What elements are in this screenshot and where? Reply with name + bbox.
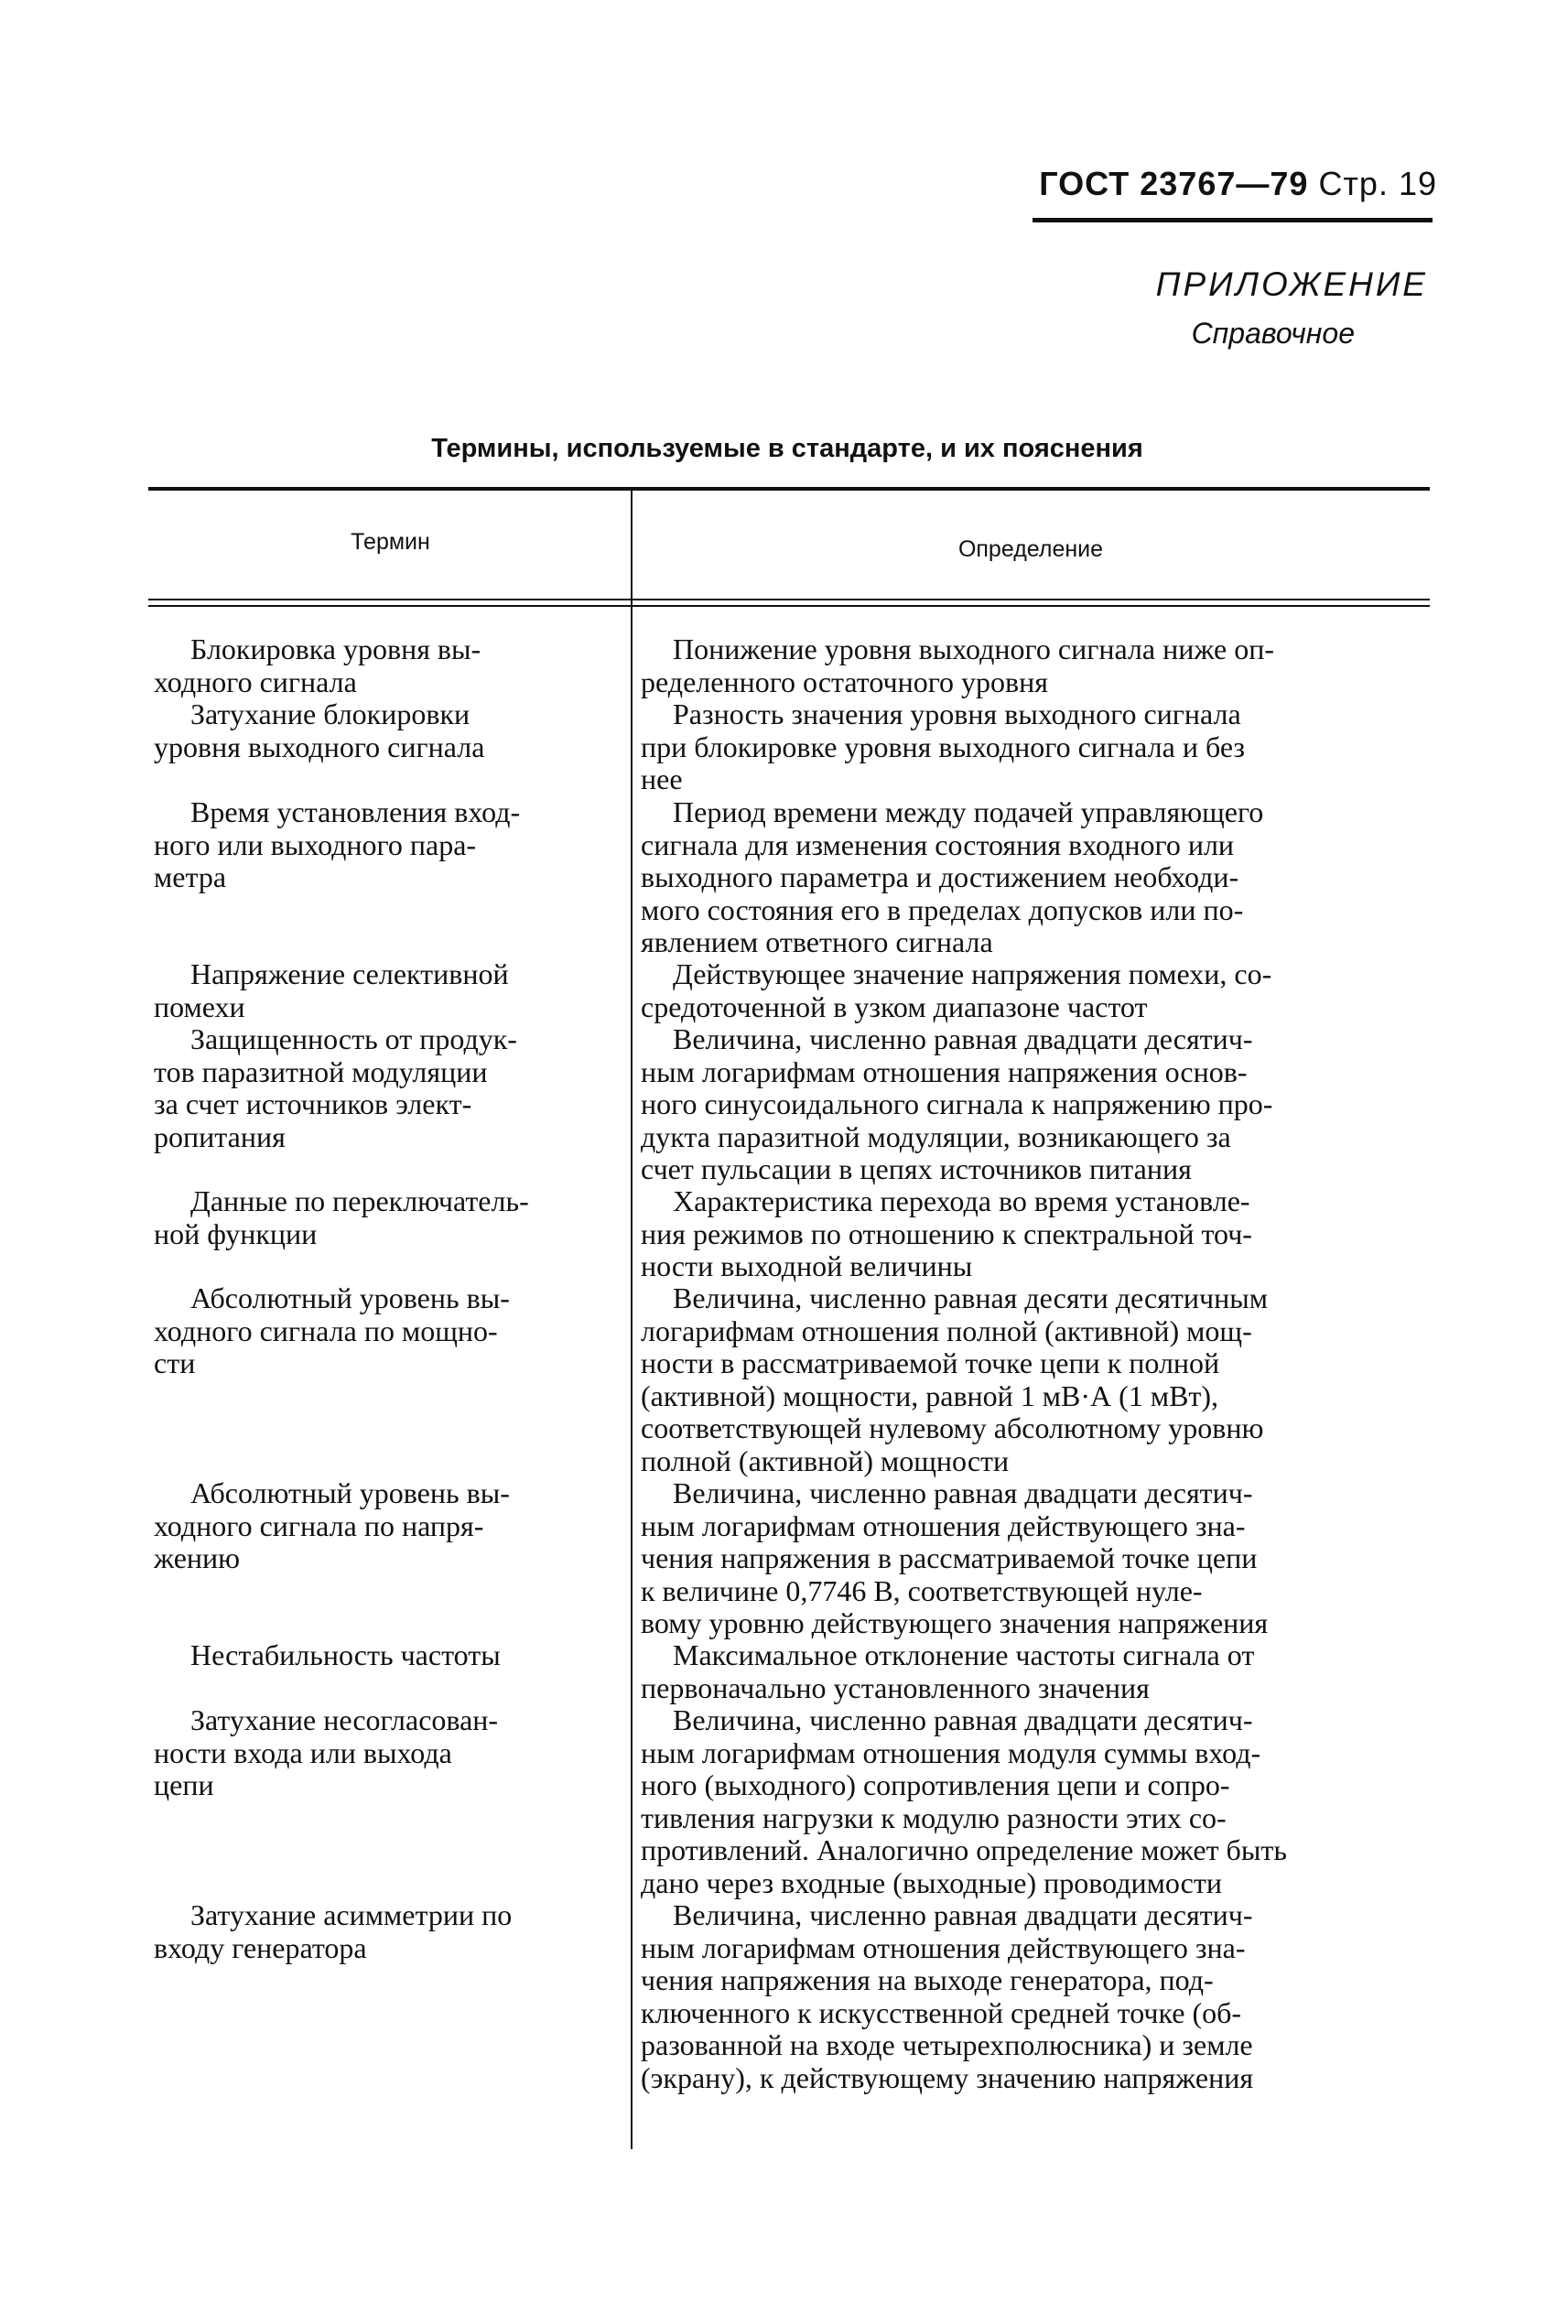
definition-line: Характеристика перехода во время установле- bbox=[673, 1184, 1250, 1217]
table-row-definition bbox=[641, 1184, 1437, 1283]
definition-line: Действующее значение напряжения помехи, со- bbox=[673, 957, 1272, 990]
page-number: Стр. 19 bbox=[1318, 165, 1437, 202]
definition-line: противлений. Аналогично определение может быть bbox=[641, 1833, 1287, 1866]
term-line: уровня выходного сигнала bbox=[154, 730, 485, 763]
definition-line: Период времени между подачей управляющего bbox=[673, 795, 1264, 828]
table-row-term bbox=[154, 1023, 604, 1153]
term-line: ропитания bbox=[154, 1119, 286, 1153]
table-row-term bbox=[154, 958, 604, 1023]
table-row-definition bbox=[641, 632, 1437, 698]
term-line: Время установления вход- bbox=[190, 795, 521, 828]
definition-line: средоточенной в узком диапазоне частот bbox=[641, 989, 1148, 1023]
table-row-term bbox=[154, 1899, 604, 1964]
definition-line: Величина, численно равная двадцати десятич- bbox=[673, 1476, 1253, 1509]
definition-line: Максимальное отклонение частоты сигнала от bbox=[673, 1638, 1255, 1671]
table-row-definition bbox=[641, 1022, 1437, 1186]
term-line: метра bbox=[154, 860, 227, 893]
table-row-term bbox=[154, 1704, 604, 1802]
definition-line: ным логарифмам отношения действующего зна- bbox=[641, 1930, 1246, 1964]
term-line: сти bbox=[154, 1346, 196, 1379]
definition-line: логарифмам отношения полной (активной) мощ- bbox=[641, 1313, 1252, 1347]
term-line: Защищенность от продук- bbox=[190, 1022, 517, 1055]
appendix-subtitle: Справочное bbox=[1191, 317, 1355, 350]
table-row-term bbox=[154, 698, 604, 763]
term-line: Нестабильность частоты bbox=[190, 1638, 501, 1671]
definition-line: Величина, численно равная двадцати десятич- bbox=[673, 1898, 1253, 1931]
table-top-rule bbox=[148, 487, 1430, 491]
definition-line: (активной) мощности, равной 1 мВ·А (1 мВт), bbox=[641, 1378, 1219, 1412]
table-row-term bbox=[154, 633, 604, 698]
table-row-definition bbox=[641, 957, 1437, 1023]
definition-line: к величине 0,7746 В, соответствующей нуле- bbox=[641, 1573, 1203, 1607]
definition-line: полной (активной) мощности bbox=[641, 1443, 1010, 1477]
definition-line: (экрану), к действующему значению напряжения bbox=[641, 2060, 1254, 2094]
term-line: Абсолютный уровень вы- bbox=[190, 1281, 510, 1314]
term-line: жению bbox=[154, 1541, 241, 1574]
term-line: Абсолютный уровень вы- bbox=[190, 1476, 510, 1509]
page-header bbox=[1034, 165, 1437, 203]
definition-line: соответствующей нулевому абсолютному уровню bbox=[641, 1411, 1264, 1444]
term-line: Затухание асимметрии по bbox=[190, 1898, 513, 1931]
table-row-term bbox=[154, 1185, 604, 1250]
definition-line: ности выходной величины bbox=[641, 1249, 973, 1282]
definition-line: ного (выходного) сопротивления цепи и сопро- bbox=[641, 1768, 1230, 1801]
definition-line: ключенного к искусственной средней точке (об- bbox=[641, 1995, 1242, 2029]
term-line: Затухание несогласован- bbox=[190, 1703, 499, 1736]
definition-line: тивления нагрузки к модулю разности этих со- bbox=[641, 1800, 1227, 1834]
definition-line: дукта паразитной модуляции, возникающего за bbox=[641, 1119, 1231, 1153]
term-line: ходного сигнала bbox=[154, 665, 357, 698]
definition-line: Понижение уровня выходного сигнала ниже оп- bbox=[673, 632, 1275, 665]
term-line: ного или выходного пара- bbox=[154, 827, 477, 861]
table-row-definition bbox=[641, 1703, 1437, 1899]
term-line: ходного сигнала по мощно- bbox=[154, 1313, 498, 1347]
definition-line: нее bbox=[641, 762, 683, 795]
definition-line: мого состояния его в пределах допусков или по- bbox=[641, 892, 1244, 926]
term-line: Данные по переключатель- bbox=[190, 1184, 529, 1217]
definition-line: чения напряжения на выходе генератора, под- bbox=[641, 1963, 1214, 1996]
table-row-definition bbox=[641, 697, 1437, 796]
term-line: Затухание блокировки bbox=[190, 697, 470, 730]
definition-line: дано через входные (выходные) проводимости bbox=[641, 1865, 1222, 1899]
definition-line: ности в рассматриваемой точке цепи к полной bbox=[641, 1346, 1220, 1379]
table-row-term bbox=[154, 1639, 604, 1672]
table-row-definition bbox=[641, 1281, 1437, 1477]
term-line: за счет источников элект- bbox=[154, 1087, 472, 1120]
definition-line: ния режимов по отношению к спектральной точ- bbox=[641, 1216, 1252, 1250]
term-line: ной функции bbox=[154, 1216, 318, 1250]
definition-line: чения напряжения в рассматриваемой точке цепи bbox=[641, 1541, 1258, 1574]
definition-line: Величина, численно равная двадцати десятич- bbox=[673, 1703, 1253, 1736]
term-line: Блокировка уровня вы- bbox=[190, 632, 481, 665]
standard-number: ГОСТ 23767—79 bbox=[1039, 165, 1309, 202]
term-line: цепи bbox=[154, 1768, 214, 1801]
definition-line: при блокировке уровня выходного сигнала и без bbox=[641, 730, 1246, 763]
table-row-term bbox=[154, 1282, 604, 1380]
term-line: входу генератора bbox=[154, 1930, 367, 1964]
term-line: Напряжение селективной bbox=[190, 957, 509, 990]
term-line: помехи bbox=[154, 989, 245, 1023]
table-row-definition bbox=[641, 1476, 1437, 1640]
definition-line: Величина, численно равная десяти десятичным bbox=[673, 1281, 1268, 1314]
table-header-rule bbox=[148, 599, 1430, 600]
definition-line: ного синусоидального сигнала к напряжению про- bbox=[641, 1087, 1273, 1120]
table-row-definition bbox=[641, 795, 1437, 959]
table-header-rule-double bbox=[148, 605, 1430, 607]
term-line: ности входа или выхода bbox=[154, 1735, 452, 1769]
definition-line: счет пульсации в цепях источников питания bbox=[641, 1152, 1192, 1185]
table-row-definition bbox=[641, 1638, 1437, 1704]
term-line: ходного сигнала по напря- bbox=[154, 1508, 484, 1542]
definition-line: явлением ответного сигнала bbox=[641, 925, 993, 958]
table-row-term bbox=[154, 796, 604, 894]
definition-line: Разность значения уровня выходного сигнала bbox=[673, 697, 1241, 730]
header-rule bbox=[1033, 218, 1433, 222]
column-divider bbox=[631, 491, 633, 2149]
term-line: тов паразитной модуляции bbox=[154, 1054, 488, 1088]
appendix-title: ПРИЛОЖЕНИЕ bbox=[1155, 265, 1428, 303]
table-row-definition bbox=[641, 1898, 1437, 2094]
definition-line: первоначально установленного значения bbox=[641, 1670, 1150, 1704]
definition-line: вому уровню действующего значения напряжения bbox=[641, 1606, 1269, 1639]
column-header-term: Термин bbox=[351, 529, 430, 555]
definition-line: разованной на входе четырехполюсника) и земле bbox=[641, 2028, 1253, 2061]
definition-line: ным логарифмам отношения модуля суммы вход- bbox=[641, 1735, 1261, 1769]
column-header-definition: Определение bbox=[957, 536, 1104, 562]
definition-line: ным логарифмам отношения действующего зна- bbox=[641, 1508, 1246, 1542]
definition-line: сигнала для изменения состояния входного или bbox=[641, 827, 1235, 861]
definition-line: ределенного остаточного уровня bbox=[641, 665, 1048, 698]
definition-line: ным логарифмам отношения напряжения основ- bbox=[641, 1054, 1248, 1088]
table-title: Термины, используемые в стандарте, и их пояснения bbox=[431, 434, 1143, 463]
definition-line: Величина, численно равная двадцати десятич- bbox=[673, 1022, 1253, 1055]
table-row-term bbox=[154, 1477, 604, 1575]
definition-line: выходного параметра и достижением необходи- bbox=[641, 860, 1239, 893]
